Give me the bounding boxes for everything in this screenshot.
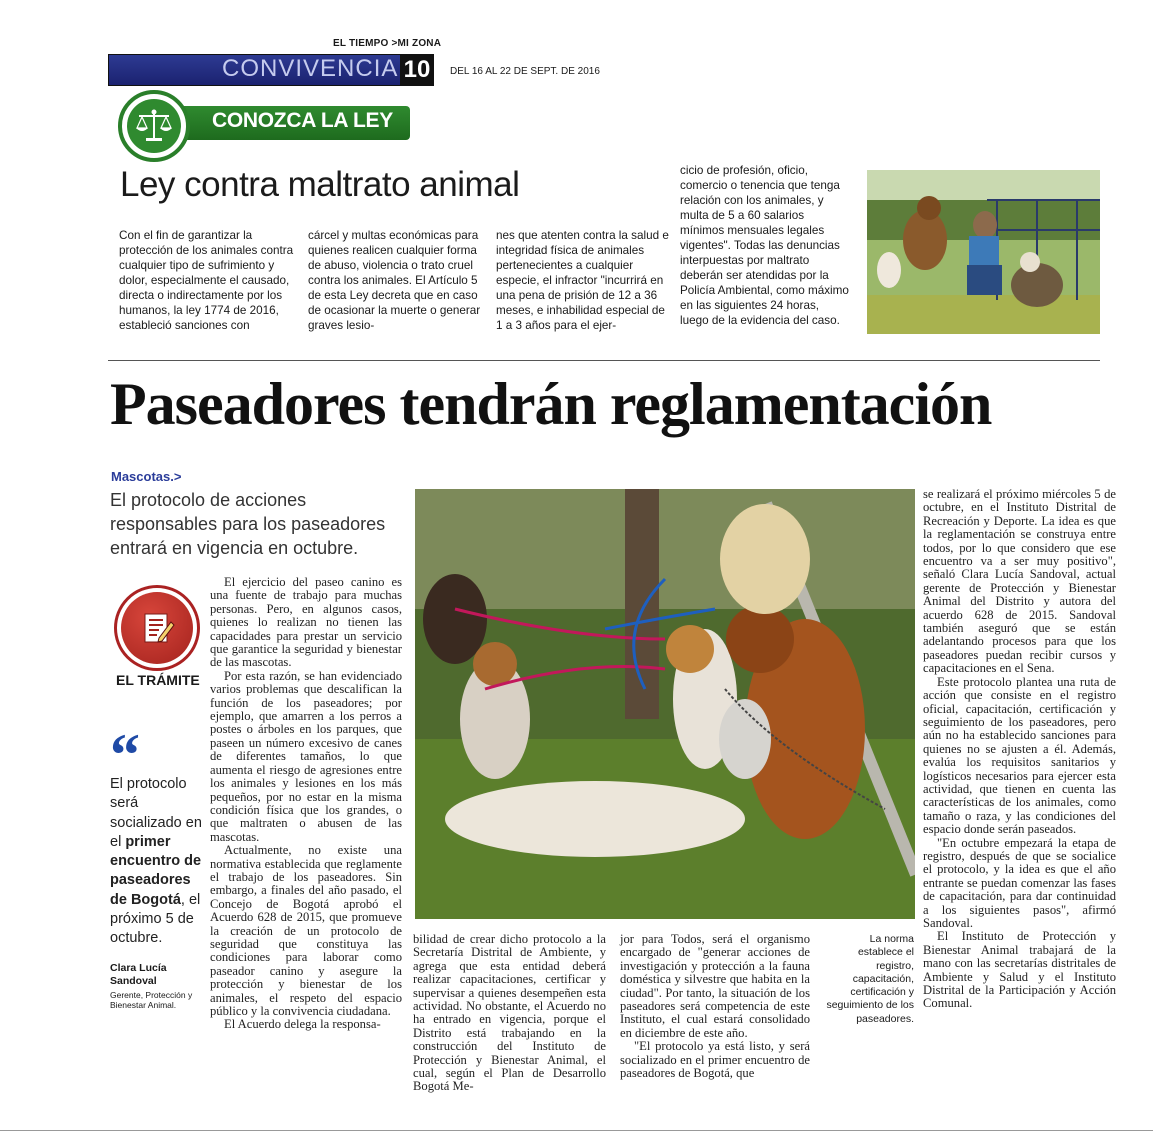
article-lede: El protocolo de acciones responsables para los paseadores entrará en vigencia en octubre.	[110, 490, 386, 558]
dog-walker-photo	[867, 170, 1100, 334]
article-column-1	[210, 576, 402, 1032]
tramite-label: EL TRÁMITE	[116, 672, 200, 688]
pull-quote	[110, 775, 202, 949]
paragraph: El Acuerdo delega la responsa-	[224, 1017, 381, 1032]
paragraph: El ejercicio del paseo canino es una fuente de trabajo para muchas personas. Pero, en algunos casos, quienes lo realizan no tienen las capacidades para prestar un servicio que garantice la seguridad y bienestar de las mascotas.	[210, 575, 402, 670]
photo-caption: La norma establece el registro, capacitación, certificación y seguimiento de los paseadores.	[826, 933, 914, 1025]
scales-of-justice-icon	[118, 90, 190, 162]
divider	[108, 360, 1100, 361]
quote-author: Clara Lucía Sandoval	[110, 962, 167, 987]
pull-quote-part: El protocolo será socializado en el	[110, 776, 202, 850]
paragraph: Por esta razón, se han evidenciado varios problemas que descalifican la función de los paseadores; por ejemplo, que amarren a los perros a postes o árboles en los parques, que paseen un número excesivo de canes de diferentes tamaños, lo que aumenta el riesgo de agresiones entre los animales y lesiones en los más pequeños, por no estar en la misma condición física que los grandes, o que maltraten o abusen de las mascotas.	[210, 668, 402, 844]
article-column-4	[923, 488, 1116, 1011]
page-number: 10	[400, 54, 434, 86]
paragraph: se realizará el próximo miércoles 5 de octubre, en el Instituto Distrital de Recreación y Deporte. La idea es que la reglamentación se construya entre todos, por lo que considero que ese encuentro va a ser muy positivo", señaló Clara Lucía Sandoval, actual gerente de Protección y Bienestar Animal del Distrito y autora del acuerdo 628 de 2015. Sandoval también aseguró que se están adelantando procesos para que los paseadores puedan recibir cursos y capacitaciones en el Sena.	[923, 487, 1116, 676]
masthead: EL TIEMPO >MI ZONA	[333, 38, 442, 49]
paragraph: Actualmente, no existe una normativa establecida que reglamente el trabajo de los paseadores. Sin embargo, a finales del año pasado, el Concejo de Bogotá aprobó el Acuerdo 628 de 2015, que promueve la creación de un protocolo de seguridad que constituya las condiciones para laborar como paseador canino y asegure la protección y bienestar de los animales, el respeto del espacio público y la convivencia ciudadana.	[210, 843, 402, 1018]
pull-quote-bold: primer encuentro de paseadores de Bogotá	[110, 833, 202, 908]
dogs-tied-photo	[415, 489, 915, 919]
paragraph: El Instituto de Protección y Bienestar Animal trabajará de la mano con las secretarías distritales de Ambiente y Salud y el Instituto Distrital de la Participación y Acción Comunal.	[923, 929, 1116, 1011]
article-column-2	[413, 933, 606, 1094]
law-column-3: nes que atenten contra la salud e integridad física de animales pertenecientes a cualquier especie, el infractor "incurrirá en una pena de prisión de 12 a 36 meses, e inhabilidad especial de 1 a 3 años para el ejer-	[496, 229, 669, 332]
quote-marks-icon: “	[110, 722, 140, 788]
quote-author-role: Gerente, Protección y Bienestar Animal.	[110, 990, 193, 1010]
paragraph: bilidad de crear dicho protocolo a la Secretaría Distrital de Ambiente, y agrega que esta entidad deberá realizar capacitaciones, certificar y supervisar a quienes desempeñen esta actividad. No obstante, el Acuerdo no ha entrado en vigencia, porque el Distrito está trabajando en la construcción del Instituto de Protección y Bienestar Animal, el cual, según el Plan de Desarrollo Bogotá Me-	[413, 932, 606, 1094]
section-kicker: Mascotas.>	[111, 469, 182, 484]
divider	[0, 1130, 1153, 1131]
law-banner-title: CONOZCA LA LEY	[212, 109, 393, 132]
law-column-4: cicio de profesión, oficio, comercio o tenencia que tenga relación con los animales, y multa de 5 a 60 salarios mínimos mensuales legales vigentes". Todas las denuncias interpuestas por maltrato deberán ser atendidas por la Policía Ambiental, como máximo en las siguientes 24 horas, luego de la evidencia del caso.	[680, 164, 849, 327]
paragraph: "El protocolo ya está listo, y será socializado en el primer encuentro de paseadores de Bogotá, que	[620, 1039, 810, 1081]
issue-date: DEL 16 AL 22 DE SEPT. DE 2016	[450, 66, 600, 77]
article-column-3	[620, 933, 810, 1080]
paragraph: "En octubre empezará la etapa de registro, después de que se socialice el protocolo, y la idea es que el año entrante se puedan comenzar las fases de capacitación, para dar continuidad a los siguientes pasos", afirmó Sandoval.	[923, 835, 1116, 930]
law-title: Ley contra maltrato animal	[120, 165, 520, 204]
law-column-1: Con el fin de garantizar la protección de los animales contra cualquier tipo de sufrimiento y dolor, especialmente el causado, directa o indirectamente por los humanos, la ley 1774 de 2016, estableció sanciones con	[119, 229, 294, 332]
paragraph: jor para Todos, será el organismo encargado de "generar acciones de investigación y protección a la fauna doméstica y silvestre que habita en la ciudad". Por tanto, la situación de los paseadores será competencia de este Instituto, el cual estará consolidado en diciembre de este año.	[620, 932, 810, 1040]
paragraph: Este protocolo plantea una ruta de acción que consiste en el registro oficial, capacitación, certificación y seguimiento de los paseadores, pero aún no ha establecido sanciones para quienes no se ajusten a él. Además, evalúa los requisitos sanitarios y logísticos necesarios para ejercer esta actividad, que tienen en cuenta las características de los animales, como tamaño o raza, y las condiciones del espacio donde serán paseados.	[923, 674, 1116, 837]
pull-quote-part: , el próximo 5 de octubre.	[110, 891, 201, 947]
article-headline: Paseadores tendrán reglamentación	[110, 371, 992, 437]
document-pencil-icon	[114, 585, 200, 671]
law-column-2: cárcel y multas económicas para quienes realicen cualquier forma de abuso, violencia o trato cruel contra los animales. El Artículo 5 de esta Ley decreta que en caso de ocasionar la muerte o generar graves lesio-	[308, 229, 481, 332]
section-name: CONVIVENCIA	[222, 55, 399, 82]
